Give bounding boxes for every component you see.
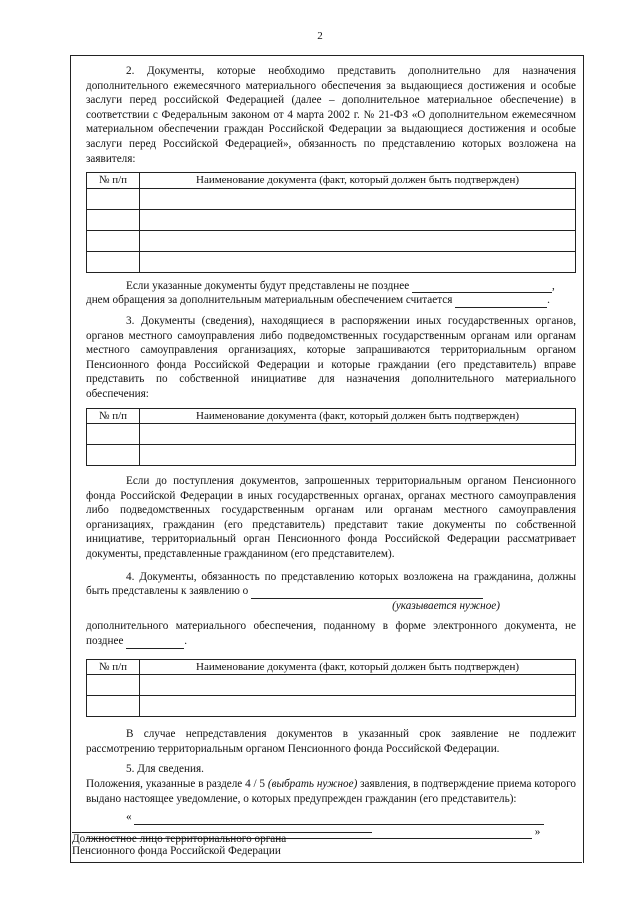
section3-after-text: Если до поступления документов, запрошенных территориальным органом Пенсионного фонда Российской Федерации в иных государственных органах, органах местного самоуправления либо подведомственных государственным органам или органам местного самоуправления организациях, гражданин (его представитель) представит такие документы по собственной инициативе, территориальный орган Пенсионного фонда Российской Федерации рассматривает документы, представленные гражданином (его представителем).	[86, 475, 576, 561]
section2-deadline-line: Если указанные документы будут представлены не позднее ,	[126, 279, 555, 292]
section4-deadline-label: дополнительного материального обеспечения, поданному в форме электронного документа, не позднее	[86, 620, 576, 648]
section2-text: 2. Документы, которые необходимо представить дополнительно для назначения дополнительного ежемесячного материального обеспечения за выдающиеся достижения и особые заслуги перед российской Федерацией (далее – дополнительное материальное обеспечение) в соответствии с Федеральным законом от 4 марта 2002 г. № 21-ФЗ «О дополнительном ежемесячном материальном обеспечении граждан Российской Федерации за выдающиеся достижения и особые заслуги перед Российской Федерацией», обязанность по представлению которых возложена на заявителя:	[86, 65, 576, 165]
col-name-header: Наименование документа (факт, который должен быть подтвержден)	[140, 408, 576, 424]
quote-open: «	[126, 811, 132, 824]
table-row[interactable]	[87, 675, 576, 696]
table-row[interactable]	[87, 209, 576, 230]
section4-table	[86, 659, 576, 718]
section4-hint: (указывается нужное)	[392, 599, 500, 612]
section4-after-text: В случае непредставления документов в указанный срок заявление не подлежит рассмотрению территориальным органом Пенсионного фонда Российской Федерации.	[86, 728, 576, 755]
section2-deadline-label: Если указанные документы будут представлены не позднее	[126, 279, 410, 292]
section5-choice-hint: (выбрать нужное)	[267, 778, 358, 790]
table-row[interactable]	[87, 445, 576, 466]
section5-lead: Положения, указанные в разделе 4 / 5	[86, 778, 266, 790]
col-name-header: Наименование документа (факт, который должен быть подтвержден)	[140, 659, 576, 675]
section2-table	[86, 172, 576, 273]
col-number-header: № п/п	[87, 173, 140, 189]
frame-bottom-rule	[70, 862, 582, 863]
section2-date-line: днем обращения за дополнительным материальным обеспечением считается .	[86, 294, 550, 307]
section5-quote-line-1	[86, 810, 576, 825]
section5-tail: заявления, в подтверждение приема которого выдано настоящее уведомление, о которых предупрежден гражданин (его представитель):	[86, 778, 577, 805]
signature-block	[72, 832, 372, 857]
application-date-field[interactable]	[455, 307, 547, 308]
table-header-row	[87, 659, 576, 675]
section3-text: 3. Документы (сведения), находящиеся в распоряжении иных государственных органов, органов местного самоуправления либо подведомственных государственным органам или органам местного самоуправления организациях, которые запрашиваются территориальным органом Пенсионного фонда Российской Федерации и которые граждании (его представитель) вправе представить по собственной инициативе для назначения дополнительного материального обеспечения:	[86, 314, 576, 400]
quote-close: »	[534, 825, 541, 838]
col-name-header: Наименование документа (факт, который должен быть подтвержден)	[140, 173, 576, 189]
col-number-header: № п/п	[87, 659, 140, 675]
table-row[interactable]	[87, 251, 576, 272]
page-number: 2	[317, 30, 323, 42]
document-body	[86, 64, 576, 839]
section5-heading: 5. Для сведения.	[126, 763, 204, 776]
table-header-row	[87, 408, 576, 424]
signature-line-2: Пенсионного фонда Российской Федерации	[72, 845, 281, 857]
submission-deadline-field[interactable]	[126, 648, 184, 649]
section3-table	[86, 408, 576, 467]
section4-text-b: дополнительного материального обеспечения, поданному в форме электронного документа, не позднее .	[86, 620, 576, 648]
table-row[interactable]	[87, 424, 576, 445]
section2-date-label: днем обращения за дополнительным материальным обеспечением считается	[86, 294, 453, 307]
table-header-row	[87, 173, 576, 189]
table-row[interactable]	[87, 230, 576, 251]
table-row[interactable]	[87, 696, 576, 717]
section4-text-a	[86, 570, 576, 599]
table-row[interactable]	[87, 188, 576, 209]
col-number-header: № п/п	[87, 408, 140, 424]
signature-line-1: Должностное лицо территориального органа	[72, 833, 287, 845]
section4-lead: 4. Документы, обязанность по представлению которых возложена на гражданина, должны быть представлены к заявлению о	[86, 570, 576, 598]
section5-text	[86, 777, 576, 806]
